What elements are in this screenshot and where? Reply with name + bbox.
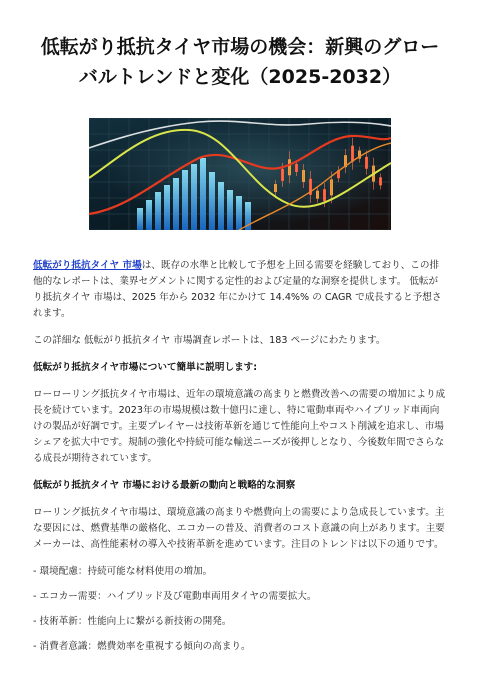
intro-text: は、既存の水準と比較して予想を上回る需要を経験しており、この排他的なレポートは、業界セグメントに関する定性的および定量的な洞察を提供します。 低転がり抵抗タイヤ 市場は、2025 年から 2032 年にかけて 14.4%% の CAGR で成長すると予想されます。 <box>33 260 442 320</box>
bullet-item: - 消費者意識：燃費効率を重視する傾向の高まり。 <box>33 640 251 652</box>
intro-paragraph <box>33 258 447 322</box>
page-title-line-1: 低転がり抵抗タイヤ市場の機会：新興のグロー <box>40 36 440 58</box>
stock-market-chart-image <box>89 118 391 230</box>
bullet-item: - 技術革新：性能向上に繋がる新技術の開発。 <box>33 615 232 627</box>
market-link[interactable]: 低転がり抵抗タイヤ 市場 <box>33 260 142 271</box>
pages-note: この詳細な 低転がり抵抗タイヤ 市場調査レポートは、183 ページにわたります。 <box>33 335 386 347</box>
page-title <box>30 32 450 92</box>
bullet-item: - 環境配慮：持続可能な材料使用の増加。 <box>33 565 213 577</box>
section-1-body: ローローリング抵抗タイヤ市場は、近年の環境意識の高まりと燃費改善への需要の増加により成長を続けています。2023年の市場規模は数十億円に達し、特に電動車両やハイブリッド車両向けの製品が好調です。主要プレイヤーは技術革新を通じて性能向上やコスト削減を追求し、市場シェアを拡大中です。規制の強化や持続可能な輸送ニーズが後押しとなり、今後数年間でさらなる成長が期待されています。 <box>33 388 446 464</box>
page-title-line-2: バルトレンドと変化（2025-2032） <box>78 66 402 88</box>
bullet-item: - エコカー需要：ハイブリッド及び電動車両用タイヤの需要拡大。 <box>33 590 317 602</box>
section-1-heading: 低転がり抵抗タイヤ市場について簡単に説明します: <box>33 361 258 373</box>
section-2-heading: 低転がり抵抗タイヤ 市場における最新の動向と戦略的な洞察 <box>33 479 296 491</box>
section-2-body: ローリング抵抗タイヤ市場は、環境意識の高まりや燃費向上の需要により急成長しています。主な要因には、燃費基準の厳格化、エコカーの普及、消費者のコスト意識の向上があります。主要メーカーは、高性能素材の導入や技術革新を進めています。注目のトレンドは以下の通りです。 <box>33 506 445 550</box>
article-body <box>33 258 447 664</box>
